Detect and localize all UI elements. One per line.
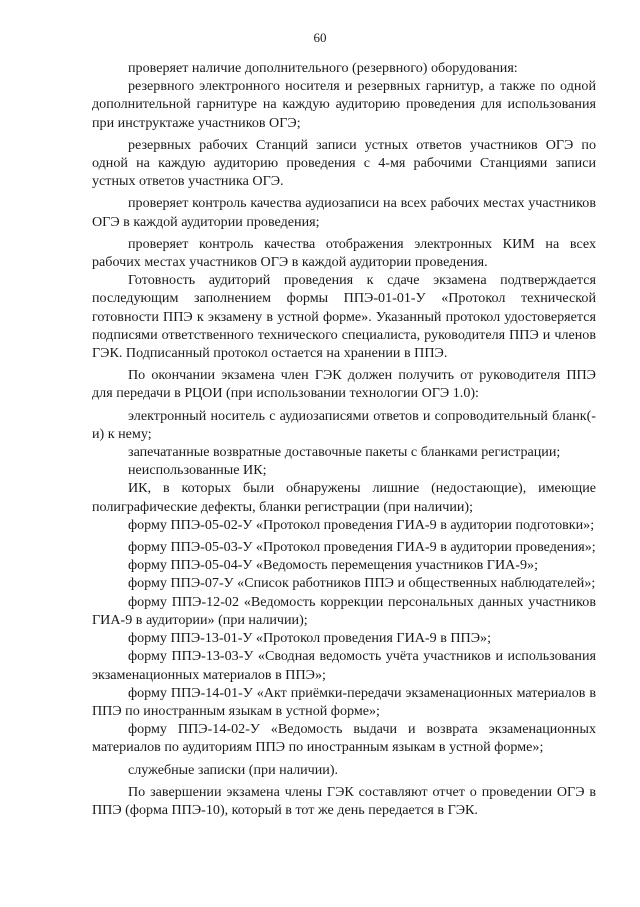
- paragraph-2: резервного электронного носителя и резервных гарнитур, а также по одной дополнительной гарнитуре на каждую аудиторию проведения для использования при инструктаже участников ОГЭ;: [92, 78, 596, 131]
- paragraph-3: резервных рабочих Станций записи устных ответов участников ОГЭ по одной на каждую аудиторию проведения с 4-мя рабочими Станциями записи устных ответов участника ОГЭ.: [92, 136, 596, 190]
- paragraph-12: форму ППЭ-05-02-У «Протокол проведения ГИА-9 в аудитории подготовки»;: [128, 516, 595, 533]
- paragraph-13: форму ППЭ-05-03-У «Протокол проведения ГИА-9 в аудитории проведения»;: [128, 539, 596, 556]
- paragraph-8: электронный носитель с аудиозаписями ответов и сопроводительный бланк(-и) к нему;: [92, 407, 596, 442]
- paragraph-17: форму ППЭ-13-01-У «Протокол проведения ГИА-9 в ППЭ»;: [128, 630, 491, 647]
- paragraph-10: неиспользованные ИК;: [128, 462, 267, 479]
- paragraph-5: проверяет контроль качества отображения электронных КИМ на всех рабочих местах участников ОГЭ в каждой аудитории проведения.: [92, 235, 596, 271]
- paragraph-4: проверяет контроль качества аудиозаписи на всех рабочих местах участников ОГЭ в каждой аудитории проведения;: [92, 195, 596, 230]
- paragraph-18: форму ППЭ-13-03-У «Сводная ведомость учёта участников и использования экзаменационных материалов в ППЭ»;: [92, 648, 596, 683]
- paragraph-14: форму ППЭ-05-04-У «Ведомость перемещения участников ГИА-9»;: [128, 557, 539, 574]
- paragraph-19: форму ППЭ-14-01-У «Акт приёмки-передачи экзаменационных материалов в ППЭ по иностранным языкам в устной форме»;: [92, 684, 596, 719]
- paragraph-20: форму ППЭ-14-02-У «Ведомость выдачи и возврата экзаменационных материалов по аудиториям ППЭ по иностранным языкам в устной форме»;: [92, 721, 596, 756]
- paragraph-16: форму ППЭ-12-02 «Ведомость коррекции персональных данных участников ГИА-9 в аудитории» (при наличии);: [92, 593, 596, 628]
- paragraph-21: служебные записки (при наличии).: [128, 761, 339, 778]
- page-number: 60: [313, 30, 327, 45]
- paragraph-11: ИК, в которых были обнаружены лишние (недостающие), имеющие полиграфические дефекты, бланки регистрации (при наличии);: [92, 480, 596, 515]
- paragraph-15: форму ППЭ-07-У «Список работников ППЭ и общественных наблюдателей»;: [128, 575, 596, 592]
- body-text: [92, 59, 596, 819]
- paragraph-7: По окончании экзамена член ГЭК должен получить от руководителя ППЭ для передачи в РЦОИ (при использовании технологии ОГЭ 1.0):: [92, 367, 596, 402]
- paragraph-6: Готовность аудиторий проведения к сдаче экзамена подтверждается последующим заполнением формы ППЭ-01-01-У «Протокол технической готовности ППЭ к экзамену в устной форме». Указанный протокол удостоверяется подписями ответственного технического специалиста, руководителя ППЭ и членов ГЭК. Подписанный протокол остается на хранении в ППЭ.: [92, 272, 596, 362]
- paragraph-1: проверяет наличие дополнительного (резервного) оборудования:: [128, 60, 518, 76]
- paragraph-9: запечатанные возвратные доставочные пакеты с бланками регистрации;: [128, 444, 561, 461]
- paragraph-22: По завершении экзамена члены ГЭК составляют отчет о проведении ОГЭ в ППЭ (форма ППЭ-10), который в тот же день передается в ГЭК.: [92, 783, 596, 818]
